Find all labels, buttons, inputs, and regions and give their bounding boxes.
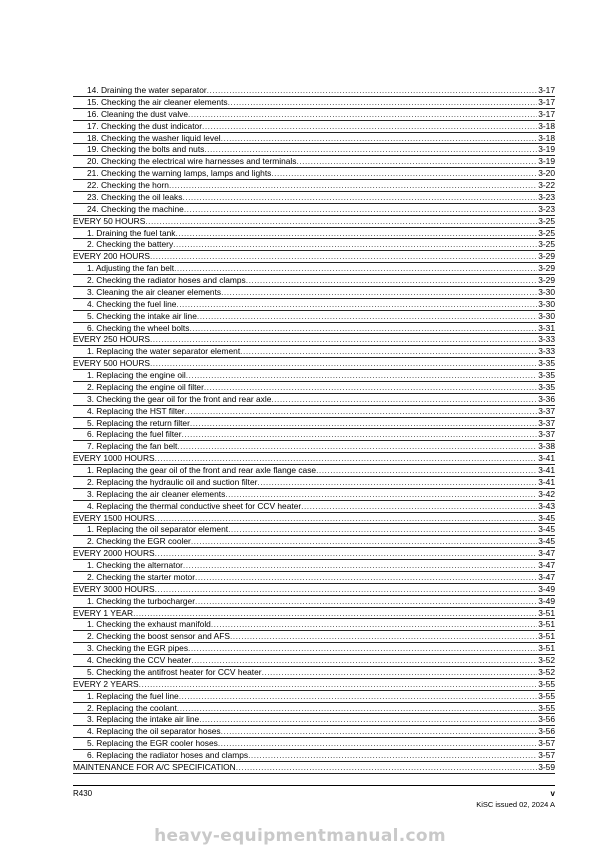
toc-entry[interactable]: [73, 619, 555, 631]
toc-entry-title: 20. Checking the electrical wire harnesses and terminals: [87, 156, 297, 167]
toc-leader-dots: [195, 596, 537, 608]
toc-leader-dots: [145, 216, 537, 228]
toc-entry-page: 3-25: [538, 239, 555, 250]
toc-leader-dots: [139, 679, 538, 691]
toc-leader-dots: [155, 584, 538, 596]
toc-entry[interactable]: [73, 691, 555, 703]
toc-entry-title: 2. Checking the EGR cooler: [87, 536, 191, 547]
toc-entry-page: 3-30: [538, 298, 555, 309]
toc-entry-page: 3-51: [538, 619, 555, 630]
toc-entry-page: 3-23: [538, 203, 555, 214]
toc-entry-page: 3-51: [538, 643, 555, 654]
toc-entry-title: 1. Replacing the fuel line: [87, 690, 179, 701]
toc-entry-page: 3-49: [538, 583, 555, 594]
toc-leader-dots: [188, 109, 537, 121]
toc-entry[interactable]: [73, 121, 555, 133]
toc-entry[interactable]: [73, 204, 555, 216]
toc-leader-dots: [248, 750, 537, 762]
toc-entry-page: 3-22: [538, 180, 555, 190]
toc-entry-page: 3-57: [538, 738, 555, 749]
toc-leader-dots: [186, 370, 538, 382]
toc-entry[interactable]: [73, 216, 555, 228]
toc-entry-title: EVERY 1000 HOURS: [73, 453, 155, 464]
toc-entry-title: 1. Adjusting the fan belt: [87, 263, 175, 274]
toc-entry[interactable]: [73, 726, 555, 738]
toc-leader-dots: [133, 608, 537, 620]
toc-entry-page: 3-19: [538, 144, 555, 155]
toc-entry[interactable]: [73, 133, 555, 145]
toc-leader-dots: [195, 572, 537, 584]
toc-entry[interactable]: [73, 323, 555, 335]
toc-entry-title: 5. Replacing the return filter: [87, 417, 190, 428]
toc-entry-title: 7. Replacing the fan belt: [87, 441, 178, 452]
toc-entry-page: 3-47: [538, 560, 555, 570]
toc-entry[interactable]: [73, 536, 555, 548]
toc-leader-dots: [221, 726, 538, 738]
toc-entry[interactable]: [73, 584, 555, 596]
toc-entry-page: 3-17: [538, 108, 555, 119]
toc-entry[interactable]: [73, 239, 555, 251]
toc-entry-page: 3-35: [538, 370, 555, 380]
toc-entry[interactable]: [73, 501, 555, 513]
toc-entry[interactable]: [73, 429, 555, 441]
toc-entry-page: 3-35: [538, 381, 555, 392]
toc-entry[interactable]: [73, 703, 555, 715]
toc-leader-dots: [150, 358, 537, 370]
toc-entry-page: 3-29: [538, 263, 555, 274]
footer-model: R430: [73, 789, 93, 798]
toc-entry[interactable]: [73, 513, 555, 525]
toc-leader-dots: [155, 453, 538, 465]
toc-leader-dots: [301, 501, 537, 513]
toc-entry-page: 3-45: [538, 536, 555, 547]
toc-entry-page: 3-56: [538, 714, 555, 725]
toc-entry-page: 3-49: [538, 595, 555, 606]
toc-entry-title: 6. Checking the wheel bolts: [87, 322, 190, 333]
toc-entry-title: 3. Checking the gear oil for the front and rear axle: [87, 393, 272, 404]
toc-entry[interactable]: [73, 667, 555, 679]
toc-entry-page: 3-51: [538, 631, 555, 642]
toc-leader-dots: [173, 239, 537, 251]
toc-leader-dots: [184, 204, 537, 216]
toc-entry[interactable]: [73, 441, 555, 453]
toc-entry-title: 5. Replacing the EGR cooler hoses: [87, 738, 218, 749]
toc-entry-title: 2. Checking the battery: [87, 239, 174, 250]
toc-entry-page: 3-19: [538, 156, 555, 167]
toc-entry[interactable]: [73, 406, 555, 418]
toc-entry-title: 15. Checking the air cleaner elements: [87, 96, 228, 107]
toc-entry-page: 3-23: [538, 191, 555, 202]
toc-leader-dots: [207, 85, 538, 97]
toc-entry-page: 3-57: [538, 750, 555, 760]
toc-entry-title: EVERY 1500 HOURS: [73, 512, 155, 523]
toc-entry[interactable]: [73, 97, 555, 109]
toc-entry[interactable]: [73, 144, 555, 156]
toc-entry-title: EVERY 1 YEAR: [73, 607, 134, 618]
toc-entry-title: 1. Draining the fuel tank: [87, 227, 176, 238]
toc-entry[interactable]: [73, 548, 555, 560]
toc-entry-page: 3-45: [538, 512, 555, 523]
toc-entry[interactable]: [73, 750, 555, 762]
toc-leader-dots: [228, 97, 538, 109]
toc-entry-page: 3-55: [538, 702, 555, 713]
toc-leader-dots: [177, 441, 537, 453]
toc-entry[interactable]: [73, 85, 555, 97]
toc-leader-dots: [202, 121, 537, 133]
toc-leader-dots: [262, 667, 538, 679]
toc-entry[interactable]: [73, 560, 555, 572]
toc-entry[interactable]: [73, 394, 555, 406]
toc-leader-dots: [182, 429, 538, 441]
toc-leader-dots: [246, 275, 537, 287]
toc-entry-title: 1. Replacing the engine oil: [87, 370, 186, 380]
toc-entry[interactable]: [73, 370, 555, 382]
toc-leader-dots: [155, 513, 538, 525]
toc-entry-page: 3-47: [538, 548, 555, 559]
toc-entry[interactable]: [73, 156, 555, 168]
toc-leader-dots: [204, 144, 537, 156]
toc-entry-page: 3-37: [538, 405, 555, 416]
toc-entry-page: 3-33: [538, 346, 555, 357]
toc-entry[interactable]: [73, 453, 555, 465]
toc-entry-page: 3-41: [538, 476, 555, 487]
toc-entry-title: EVERY 2 YEARS: [73, 678, 139, 689]
toc-entry[interactable]: [73, 572, 555, 584]
footer-page-number: v: [550, 789, 555, 798]
toc-entry-page: 3-37: [538, 417, 555, 428]
toc-entry-page: 3-36: [538, 393, 555, 404]
toc-entry-title: 1. Checking the exhaust manifold: [87, 619, 211, 630]
toc-leader-dots: [257, 477, 537, 489]
toc-entry[interactable]: [73, 346, 555, 358]
toc-entry-title: EVERY 50 HOURS: [73, 215, 146, 226]
toc-entry-title: 2. Checking the boost sensor and AFS: [87, 631, 230, 642]
toc-entry[interactable]: [73, 299, 555, 311]
toc-entry-page: 3-55: [538, 690, 555, 701]
toc-leader-dots: [150, 334, 537, 346]
toc-entry-title: 2. Replacing the coolant: [87, 702, 177, 713]
toc-entry-page: 3-30: [538, 310, 555, 321]
toc-entry-page: 3-17: [538, 96, 555, 107]
watermark: heavy-equipmentmanual.com: [154, 826, 446, 846]
toc-leader-dots: [191, 536, 537, 548]
toc-entry[interactable]: [73, 608, 555, 620]
toc-entry-title: 22. Checking the horn: [87, 180, 169, 190]
toc-entry-title: 1. Replacing the water separator element: [87, 346, 241, 357]
toc-entry[interactable]: [73, 109, 555, 121]
toc-leader-dots: [177, 703, 537, 715]
toc-entry-page: 3-52: [538, 655, 555, 665]
toc-entry-page: 3-29: [538, 275, 555, 285]
toc-leader-dots: [191, 655, 537, 667]
toc-entry-title: 6. Replacing the radiator hoses and clamps: [87, 750, 249, 760]
toc-entry-page: 3-42: [538, 488, 555, 499]
toc-leader-dots: [175, 228, 537, 240]
toc-leader-dots: [189, 323, 537, 335]
toc-leader-dots: [169, 180, 537, 192]
toc-leader-dots: [183, 560, 537, 572]
footer-divider: [73, 785, 555, 786]
toc-entry-page: 3-18: [538, 120, 555, 131]
toc-entry-title: 1. Checking the alternator: [87, 560, 183, 570]
toc-entry[interactable]: [73, 596, 555, 608]
toc-entry-title: EVERY 3000 HOURS: [73, 583, 155, 594]
toc-entry-title: 2. Checking the starter motor: [87, 571, 195, 582]
toc-entry[interactable]: [73, 358, 555, 370]
toc-entry-page: 3-25: [538, 215, 555, 226]
toc-entry[interactable]: [73, 311, 555, 323]
toc-leader-dots: [185, 406, 538, 418]
toc-entry-page: 3-45: [538, 524, 555, 535]
toc-entry-page: 3-56: [538, 726, 555, 737]
toc-leader-dots: [182, 192, 537, 204]
toc-entry[interactable]: [73, 263, 555, 275]
toc-entry-page: 3-55: [538, 678, 555, 689]
toc-entry[interactable]: [73, 192, 555, 204]
toc-entry-page: 3-35: [538, 358, 555, 369]
toc-entry-title: 4. Replacing the oil separator hoses: [87, 726, 221, 737]
toc-entry-page: 3-30: [538, 286, 555, 297]
toc-leader-dots: [316, 465, 537, 477]
toc-entry-page: 3-37: [538, 429, 555, 440]
toc-entry-title: MAINTENANCE FOR A/C SPECIFICATION: [73, 761, 236, 772]
toc-leader-dots: [271, 394, 537, 406]
toc-leader-dots: [179, 691, 538, 703]
toc-entry[interactable]: [73, 489, 555, 501]
toc-entry-page: 3-43: [538, 500, 555, 511]
toc-entry-title: 18. Checking the washer liquid level: [87, 132, 221, 143]
toc-entry-page: 3-17: [538, 85, 555, 95]
toc-entry[interactable]: [73, 382, 555, 394]
toc-leader-dots: [211, 619, 537, 631]
toc-entry-page: 3-47: [538, 571, 555, 582]
toc-leader-dots: [197, 311, 537, 323]
toc-entry[interactable]: [73, 679, 555, 691]
toc-entry-page: 3-25: [538, 227, 555, 238]
toc-entry[interactable]: [73, 655, 555, 667]
toc-leader-dots: [218, 738, 537, 750]
toc-entry-title: 14. Draining the water separator: [87, 85, 207, 95]
toc-entry-title: 24. Checking the machine: [87, 203, 184, 214]
toc-entry-title: 16. Cleaning the dust valve: [87, 108, 189, 119]
toc-leader-dots: [204, 382, 537, 394]
toc-leader-dots: [188, 643, 537, 655]
toc-entry[interactable]: [73, 334, 555, 346]
toc-entry-page: 3-20: [538, 168, 555, 179]
toc-leader-dots: [228, 524, 537, 536]
toc-entry-title: 3. Checking the EGR pipes: [87, 643, 189, 654]
toc-leader-dots: [236, 762, 538, 774]
table-of-contents: [73, 85, 555, 774]
toc-entry-title: 4. Checking the fuel line: [87, 298, 177, 309]
toc-entry[interactable]: [73, 631, 555, 643]
toc-leader-dots: [221, 133, 538, 145]
toc-leader-dots: [271, 168, 537, 180]
toc-leader-dots: [190, 418, 537, 430]
toc-entry-title: 5. Checking the intake air line: [87, 310, 197, 321]
toc-entry-title: 1. Checking the turbocharger: [87, 595, 196, 606]
toc-entry-title: 23. Checking the oil leaks: [87, 191, 183, 202]
toc-leader-dots: [150, 251, 537, 263]
toc-leader-dots: [176, 299, 537, 311]
toc-entry-title: EVERY 250 HOURS: [73, 334, 150, 345]
toc-entry[interactable]: [73, 738, 555, 750]
toc-entry-title: 2. Replacing the engine oil filter: [87, 381, 204, 392]
toc-leader-dots: [240, 346, 537, 358]
toc-entry[interactable]: [73, 643, 555, 655]
toc-entry[interactable]: [73, 251, 555, 263]
toc-entry-page: 3-18: [538, 132, 555, 143]
toc-entry-title: 4. Replacing the HST filter: [87, 405, 185, 416]
toc-entry-title: 6. Replacing the fuel filter: [87, 429, 182, 440]
toc-leader-dots: [230, 631, 537, 643]
toc-entry-title: 1. Replacing the gear oil of the front and rear axle flange case: [87, 465, 317, 475]
toc-entry-page: 3-51: [538, 607, 555, 618]
toc-entry[interactable]: [73, 418, 555, 430]
toc-entry-page: 3-38: [538, 441, 555, 452]
toc-entry-page: 3-41: [538, 453, 555, 464]
toc-entry-title: 4. Replacing the thermal conductive sheet for CCV heater: [87, 500, 302, 511]
toc-entry-title: EVERY 200 HOURS: [73, 251, 150, 262]
toc-entry-title: 5. Checking the antifrost heater for CCV heater: [87, 666, 262, 677]
toc-entry[interactable]: [73, 228, 555, 240]
toc-entry[interactable]: [73, 477, 555, 489]
toc-entry[interactable]: [73, 168, 555, 180]
toc-entry[interactable]: [73, 180, 555, 192]
toc-leader-dots: [221, 287, 537, 299]
footer-issued: KiSC issued 02, 2024 A: [476, 800, 555, 809]
toc-entry-title: 2. Checking the radiator hoses and clamps: [87, 275, 246, 285]
toc-entry-title: 21. Checking the warning lamps, lamps and lights: [87, 168, 272, 179]
toc-entry-title: EVERY 500 HOURS: [73, 358, 150, 369]
toc-entry-page: 3-41: [538, 465, 555, 475]
toc-leader-dots: [199, 714, 537, 726]
toc-entry-page: 3-31: [538, 322, 555, 333]
toc-entry[interactable]: [73, 465, 555, 477]
toc-entry[interactable]: [73, 714, 555, 726]
toc-entry[interactable]: [73, 524, 555, 536]
toc-entry-title: 4. Checking the CCV heater: [87, 655, 192, 665]
toc-leader-dots: [155, 548, 538, 560]
toc-entry-title: 19. Checking the bolts and nuts: [87, 144, 205, 155]
toc-entry-title: 3. Cleaning the air cleaner elements: [87, 286, 222, 297]
toc-entry-title: EVERY 2000 HOURS: [73, 548, 155, 559]
toc-entry-title: 17. Checking the dust indicator: [87, 120, 202, 131]
toc-leader-dots: [225, 489, 537, 501]
toc-entry-title: 2. Replacing the hydraulic oil and suction filter: [87, 476, 258, 487]
toc-entry[interactable]: [73, 287, 555, 299]
toc-entry-title: 1. Replacing the oil separator element: [87, 524, 229, 535]
toc-leader-dots: [174, 263, 537, 275]
toc-entry-page: 3-29: [538, 251, 555, 262]
toc-entry[interactable]: [73, 275, 555, 287]
toc-leader-dots: [296, 156, 537, 168]
toc-entry-page: 3-33: [538, 334, 555, 345]
toc-entry-page: 3-59: [538, 761, 555, 772]
toc-entry-title: 3. Replacing the air cleaner elements: [87, 488, 226, 499]
toc-entry-page: 3-52: [538, 666, 555, 677]
toc-entry[interactable]: [73, 762, 555, 774]
toc-entry-title: 3. Replacing the intake air line: [87, 714, 200, 725]
